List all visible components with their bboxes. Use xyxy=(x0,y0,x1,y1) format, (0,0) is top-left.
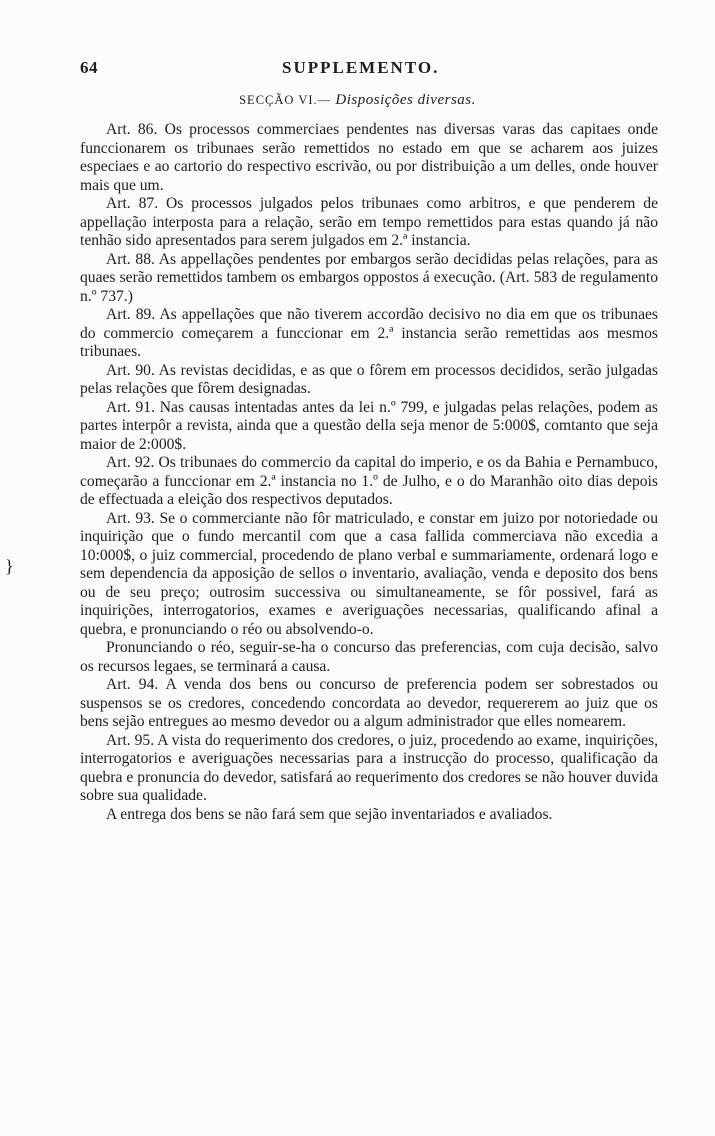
section-prefix: SECÇÃO VI.— xyxy=(239,93,332,107)
section-subtitle: Disposições diversas. xyxy=(335,92,476,108)
running-title: SUPPLEMENTO. xyxy=(282,58,440,77)
paragraph-art-92: Art. 92. Os tribunaes do commercio da capital do imperio, e os da Bahia e Pernambuco, começarão a funccionar em 2.ª instancia no 1.º de Julho, e o do Maranhão oito dias depois de effectuada a eleição dos respectivos deputados. xyxy=(80,454,658,508)
paragraph-art-95: Art. 95. A vista do requerimento dos credores, o juiz, procedendo ao exame, inquirições, interrogatorios e averiguações necessarias para a instrucção do processo, qualificação da quebra e pronuncia do devedor, satisfará ao requerimento dos credores se não houver duvida sobre sua qualidade. xyxy=(80,731,658,804)
paragraph-art-94: Art. 94. A venda dos bens ou concurso de preferencia podem ser sobrestados ou suspensos se os credores, concedendo concordata ao devedor, requererem ao juiz que os bens sejão entregues ao mesmo devedor ou a algum administrador que elles nomearem. xyxy=(80,676,658,730)
page-number: 64 xyxy=(80,58,98,77)
paragraph-art-88: Art. 88. As appellações pendentes por embargos serão decididas pelas relações, para as quaes serão remettidos tambem os embargos oppostos á execução. (Art. 583 de regulamento n.º 737.) xyxy=(80,250,658,305)
body-text xyxy=(80,121,658,824)
paragraph-pronunciando: Pronunciando o réo, seguir-se-ha o concurso das preferencias, com cuja decisão, salvo os recursos legaes, se terminará a causa. xyxy=(80,639,658,675)
paragraph-art-93: Art. 93. Se o commerciante não fôr matriculado, e constar em juizo por notoriedade ou inquirição que o fundo mercantil com que a casa fallida commerciava não excedia a 10:000$, o juiz commercial, procedendo de plano verbal e summariamente, ordenará logo e sem dependencia da apposição de sellos o inventario, avaliação, venda e deposito dos bens ou de seu preço; outrosim successiva ou simultaneamente, se fôr possivel, fará as inquirições, interrogatorios, exames e averiguações necessarias, qualificando afinal a quebra, e pronunciando o réo ou absolvendo-o. xyxy=(80,509,658,638)
paragraph-art-86: Art. 86. Os processos commerciaes pendentes nas diversas varas das capitaes onde funccionarem os tribunaes serão remettidos no estado em que se acharem aos juizes especiaes e ao cartorio do respectivo escrivão, ou por distribuição a um delles, onde houver mais que um. xyxy=(80,121,658,194)
paragraph-art-91: Art. 91. Nas causas intentadas antes da lei n.º 799, e julgadas pelas relações, podem as partes interpôr a revista, ainda que a questão della seja menor de 5:000$, comtanto que seja maior de 2:000$. xyxy=(80,398,658,453)
paragraph-entrega: A entrega dos bens se não fará sem que sejão inventariados e avaliados. xyxy=(106,805,553,823)
paragraph-art-90: Art. 90. As revistas decididas, e as que o fôrem em processos decididos, serão julgadas pelas relações que fôrem designadas. xyxy=(80,361,658,397)
paragraph-art-87: Art. 87. Os processos julgados pelos tribunaes como arbitros, e que penderem de appellação interposta para a relação, serão em tempo remettidos para estas quando já não tenhão sido apresentados para serem julgados em 2.ª instancia. xyxy=(80,195,658,249)
section-title xyxy=(0,92,715,109)
paragraph-art-89: Art. 89. As appellações que não tiverem accordão decisivo no dia em que os tribunaes do commercio começarem a funccionar em 2.ª instancia serão remettidas aos mesmos tribunaes. xyxy=(80,306,658,360)
margin-mark: } xyxy=(5,556,14,576)
